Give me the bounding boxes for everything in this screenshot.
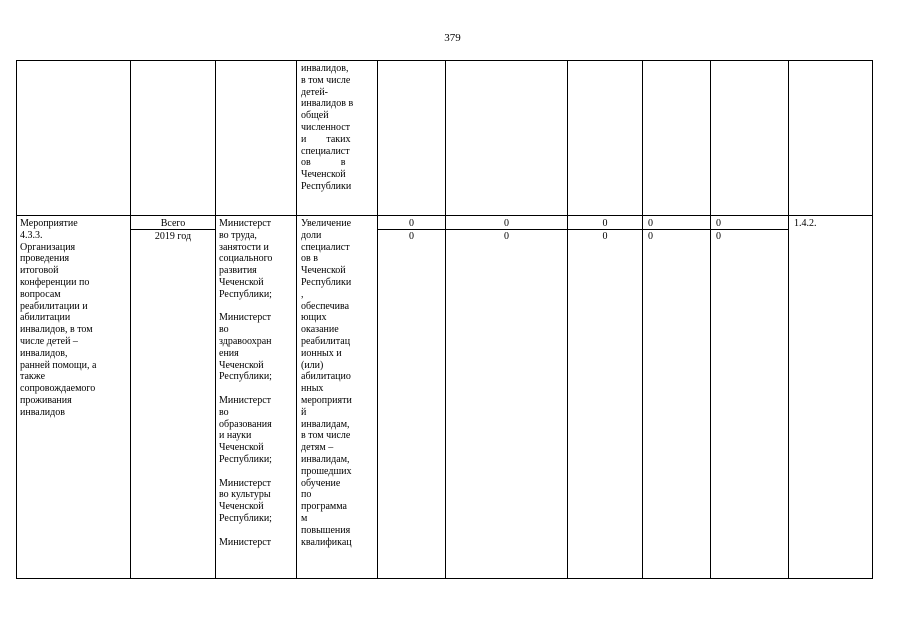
page-number: 379 [444, 32, 461, 44]
column-border [642, 60, 643, 579]
period-year-cell: 2019 год [154, 231, 192, 242]
column-border [16, 60, 17, 579]
funding-2019-value: 0 [409, 231, 414, 242]
funding-2019-value: 0 [716, 231, 721, 242]
indicator-continuation-cell: инвалидов, в том числе детей- инвалидов в общей численност и таких специалист ов в Чеченской Республики [301, 63, 354, 192]
column-border [788, 60, 789, 579]
reference-cell: 1.4.2. [794, 218, 817, 229]
measure-description-cell: Мероприятие 4.3.3. Организация проведения итоговой конференции по вопросам реабилитации и абилитации инвалидов, в том числе детей – инвалидов, ранней помощи, а также сопровождаемого проживания инвалидов [20, 218, 97, 418]
funding-total-value: 0 [504, 218, 509, 229]
column-border [377, 60, 378, 579]
column-border [130, 60, 131, 579]
funding-total-value: 0 [602, 218, 608, 229]
column-border [296, 60, 297, 579]
period-total-cell: Всего [160, 218, 186, 229]
funding-total-value: 0 [716, 218, 721, 229]
funding-2019-value: 0 [648, 231, 653, 242]
funding-total-value: 0 [409, 218, 414, 229]
column-border [710, 60, 711, 579]
indicator-cell: Увеличение доли специалист ов в Чеченской Республики , обеспечива ющих оказание реабилитац ионных и (или) абилитацио нных мероприяти й инвалидам, в том числе детям – инвалидам, прошедших обучение по программа м повышения квалификац [301, 218, 352, 548]
column-border [567, 60, 568, 579]
executors-cell: Министерст во труда, занятости и социального развития Чеченской Республики; Министерст во здравоохран ения Чеченской Республики; Министерст во образования и науки Чеченской Республики; Министерст во культуры Чеченской Республики; Министерст [219, 218, 273, 548]
funding-total-value: 0 [648, 218, 653, 229]
column-border [445, 60, 446, 579]
column-border [215, 60, 216, 579]
column-border [872, 60, 873, 579]
funding-2019-value: 0 [504, 231, 509, 242]
funding-2019-value: 0 [602, 231, 608, 242]
